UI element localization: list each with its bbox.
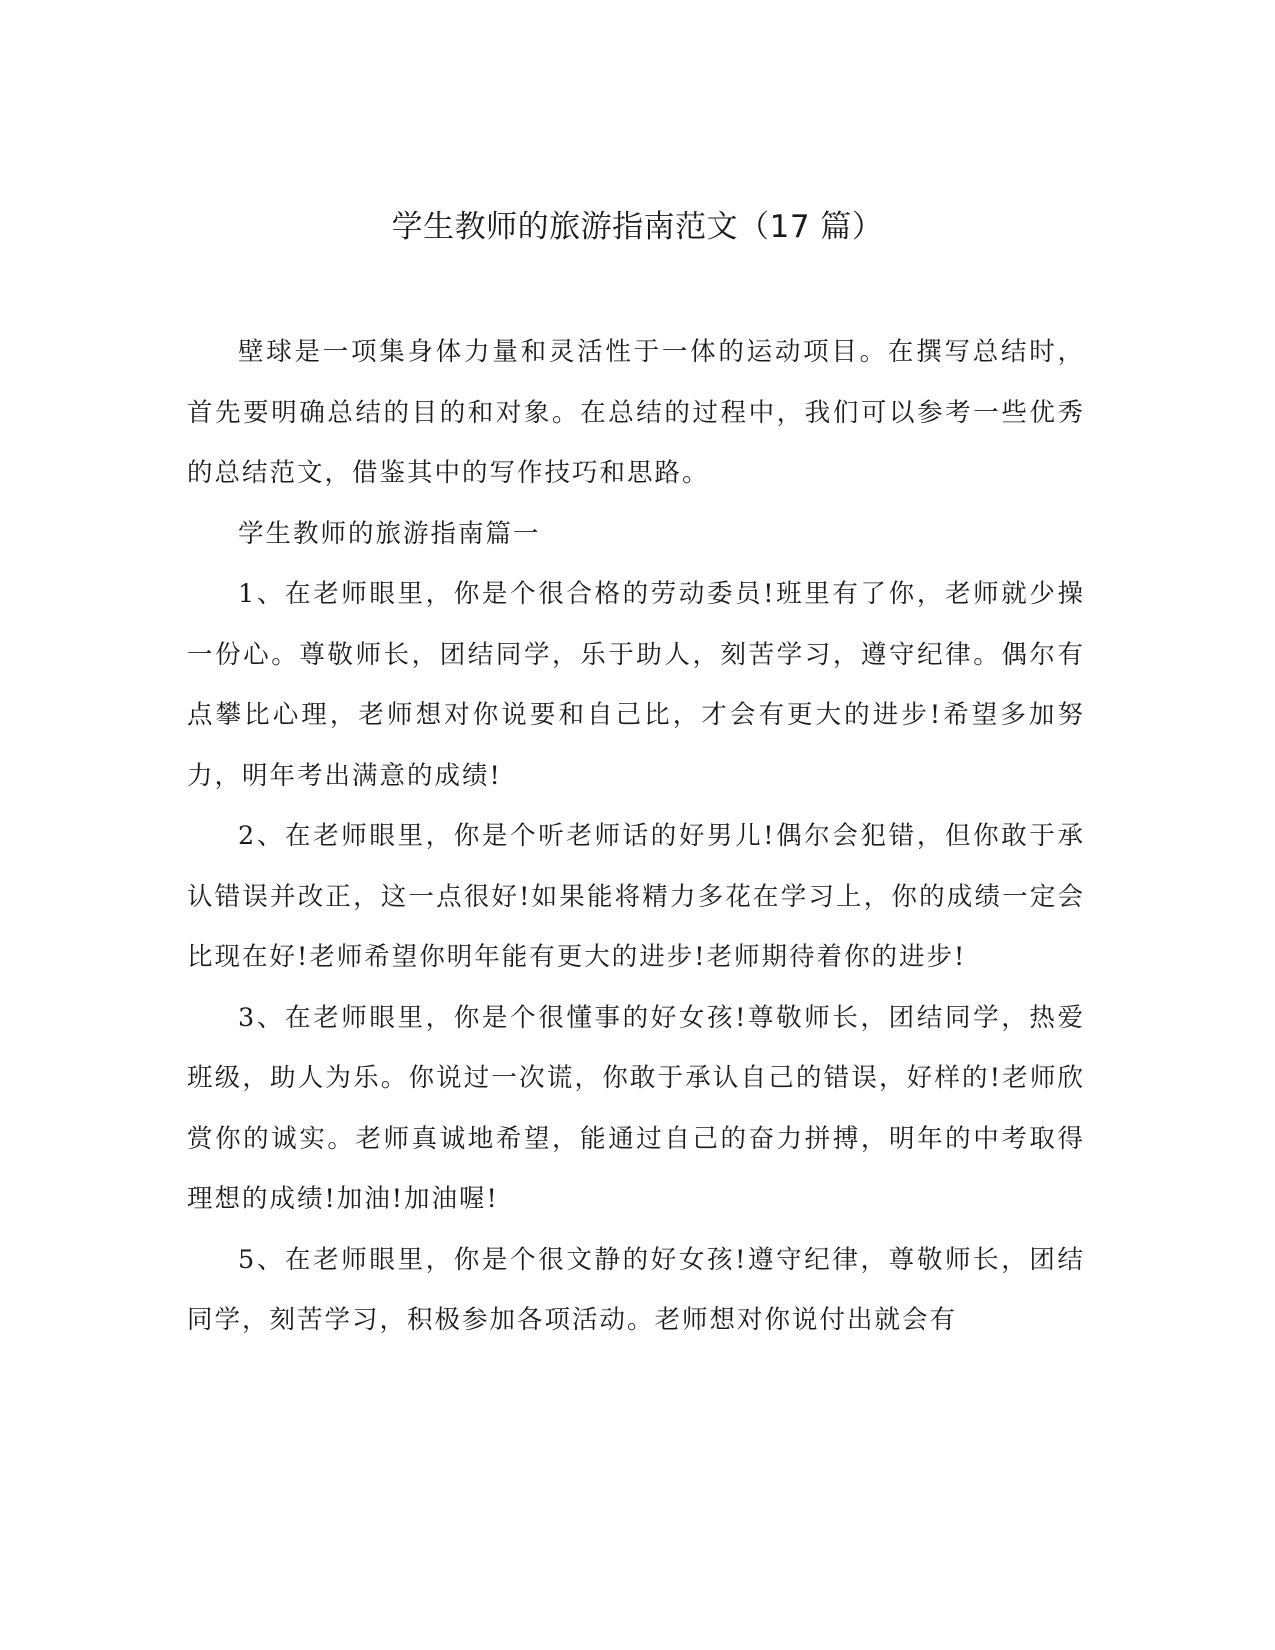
body-paragraph: 5、在老师眼里，你是个很文静的好女孩!遵守纪律，尊敬师长，团结同学，刻苦学习，积极参加各项活动。老师想对你说付出就会有 bbox=[187, 1244, 1085, 1335]
page-title: 学生教师的旅游指南范文（17 篇） bbox=[391, 209, 884, 245]
document-body bbox=[187, 322, 1085, 1351]
body-paragraph: 3、在老师眼里，你是个很懂事的好女孩!尊敬师长，团结同学，热爱班级，助人为乐。你说过一次谎，你敢于承认自己的错误，好样的!老师欣赏你的诚实。老师真诚地希望，能通过自己的奋力拼搏，明年的中考取得理想的成绩!加油!加油喔! bbox=[187, 1002, 1085, 1214]
intro-paragraph: 壁球是一项集身体力量和灵活性于一体的运动项目。在撰写总结时，首先要明确总结的目的和对象。在总结的过程中，我们可以参考一些优秀的总结范文，借鉴其中的写作技巧和思路。 bbox=[187, 337, 1085, 488]
body-paragraph: 1、在老师眼里，你是个很合格的劳动委员!班里有了你，老师就少操一份心。尊敬师长，团结同学，乐于助人，刻苦学习，遵守纪律。偶尔有点攀比心理，老师想对你说要和自己比，才会有更大的进步!希望多加努力，明年考出满意的成绩! bbox=[187, 579, 1085, 791]
section-heading: 学生教师的旅游指南篇一 bbox=[238, 518, 541, 549]
body-paragraph: 2、在老师眼里，你是个听老师话的好男儿!偶尔会犯错，但你敢于承认错误并改正，这一点很好!如果能将精力多花在学习上，你的成绩一定会比现在好!老师希望你明年能有更大的进步!老师期待着你的进步! bbox=[187, 821, 1085, 972]
